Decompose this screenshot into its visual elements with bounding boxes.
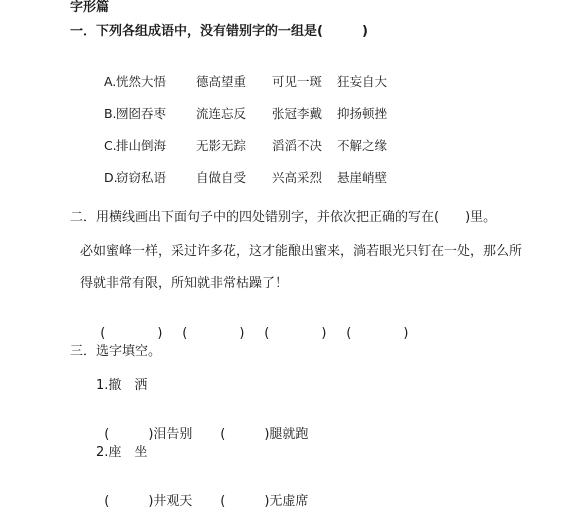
option-label: C. xyxy=(103,138,117,153)
option-a[interactable] xyxy=(96,58,387,90)
option-word: 窃窃私语 xyxy=(115,170,166,185)
option-word: 悬崖峭壁 xyxy=(336,170,387,185)
fill-blank-2a[interactable]: ( )井观天 xyxy=(104,494,193,509)
section-title: 字形篇 xyxy=(70,0,110,15)
option-word: 可见一斑 xyxy=(271,74,322,89)
option-word: 兴高采烈 xyxy=(271,170,322,185)
answer-blanks xyxy=(92,310,428,342)
option-b[interactable] xyxy=(96,90,387,122)
option-word: 张冠李戴 xyxy=(271,106,322,121)
option-label: B. xyxy=(103,106,117,121)
option-label: D. xyxy=(103,170,118,185)
option-word: 狂妄自大 xyxy=(336,74,387,89)
item-1-fills xyxy=(96,411,308,443)
option-c[interactable] xyxy=(96,122,387,154)
option-word: 德高望重 xyxy=(195,74,246,89)
answer-blank-3[interactable]: ( ) xyxy=(264,326,327,341)
fill-blank-1b[interactable]: ( )腿就跑 xyxy=(220,427,309,442)
option-word: 排山倒海 xyxy=(115,138,166,153)
option-word: 抑扬顿挫 xyxy=(336,106,387,121)
option-word: 囫囵吞枣 xyxy=(115,106,166,121)
option-word: 流连忘反 xyxy=(195,106,246,121)
question-1-stem: 一．下列各组成语中，没有错别字的一组是( ) xyxy=(70,24,368,39)
option-word: 滔滔不决 xyxy=(271,138,322,153)
item-2-chars: 2.座 坐 xyxy=(96,445,148,460)
fill-blank-2b[interactable]: ( )无虚席 xyxy=(220,494,309,509)
answer-blank-1[interactable]: ( ) xyxy=(100,326,163,341)
passage-line-1: 必如蜜峰一样，采过许多花，这才能酿出蜜来，淌若眼光只钉在一处，那么所 xyxy=(80,244,523,259)
answer-blank-2[interactable]: ( ) xyxy=(182,326,245,341)
item-2-fills xyxy=(96,478,308,510)
option-word: 自做自受 xyxy=(195,170,246,185)
passage-line-2: 得就非常有限，所知就非常枯躁了！ xyxy=(80,276,289,291)
fill-blank-1a[interactable]: ( )泪告别 xyxy=(104,427,193,442)
option-label: A. xyxy=(103,74,117,89)
item-1-chars: 1.撤 洒 xyxy=(96,378,148,393)
option-d[interactable] xyxy=(96,154,387,186)
question-3-stem: 三．选字填空。 xyxy=(70,344,162,359)
question-2-stem: 二．用横线画出下面句子中的四处错别字，并依次把正确的写在( )里。 xyxy=(70,210,497,225)
option-word: 无影无踪 xyxy=(195,138,246,153)
option-word: 不解之缘 xyxy=(336,138,387,153)
option-word: 恍然大悟 xyxy=(115,74,166,89)
answer-blank-4[interactable]: ( ) xyxy=(346,326,409,341)
